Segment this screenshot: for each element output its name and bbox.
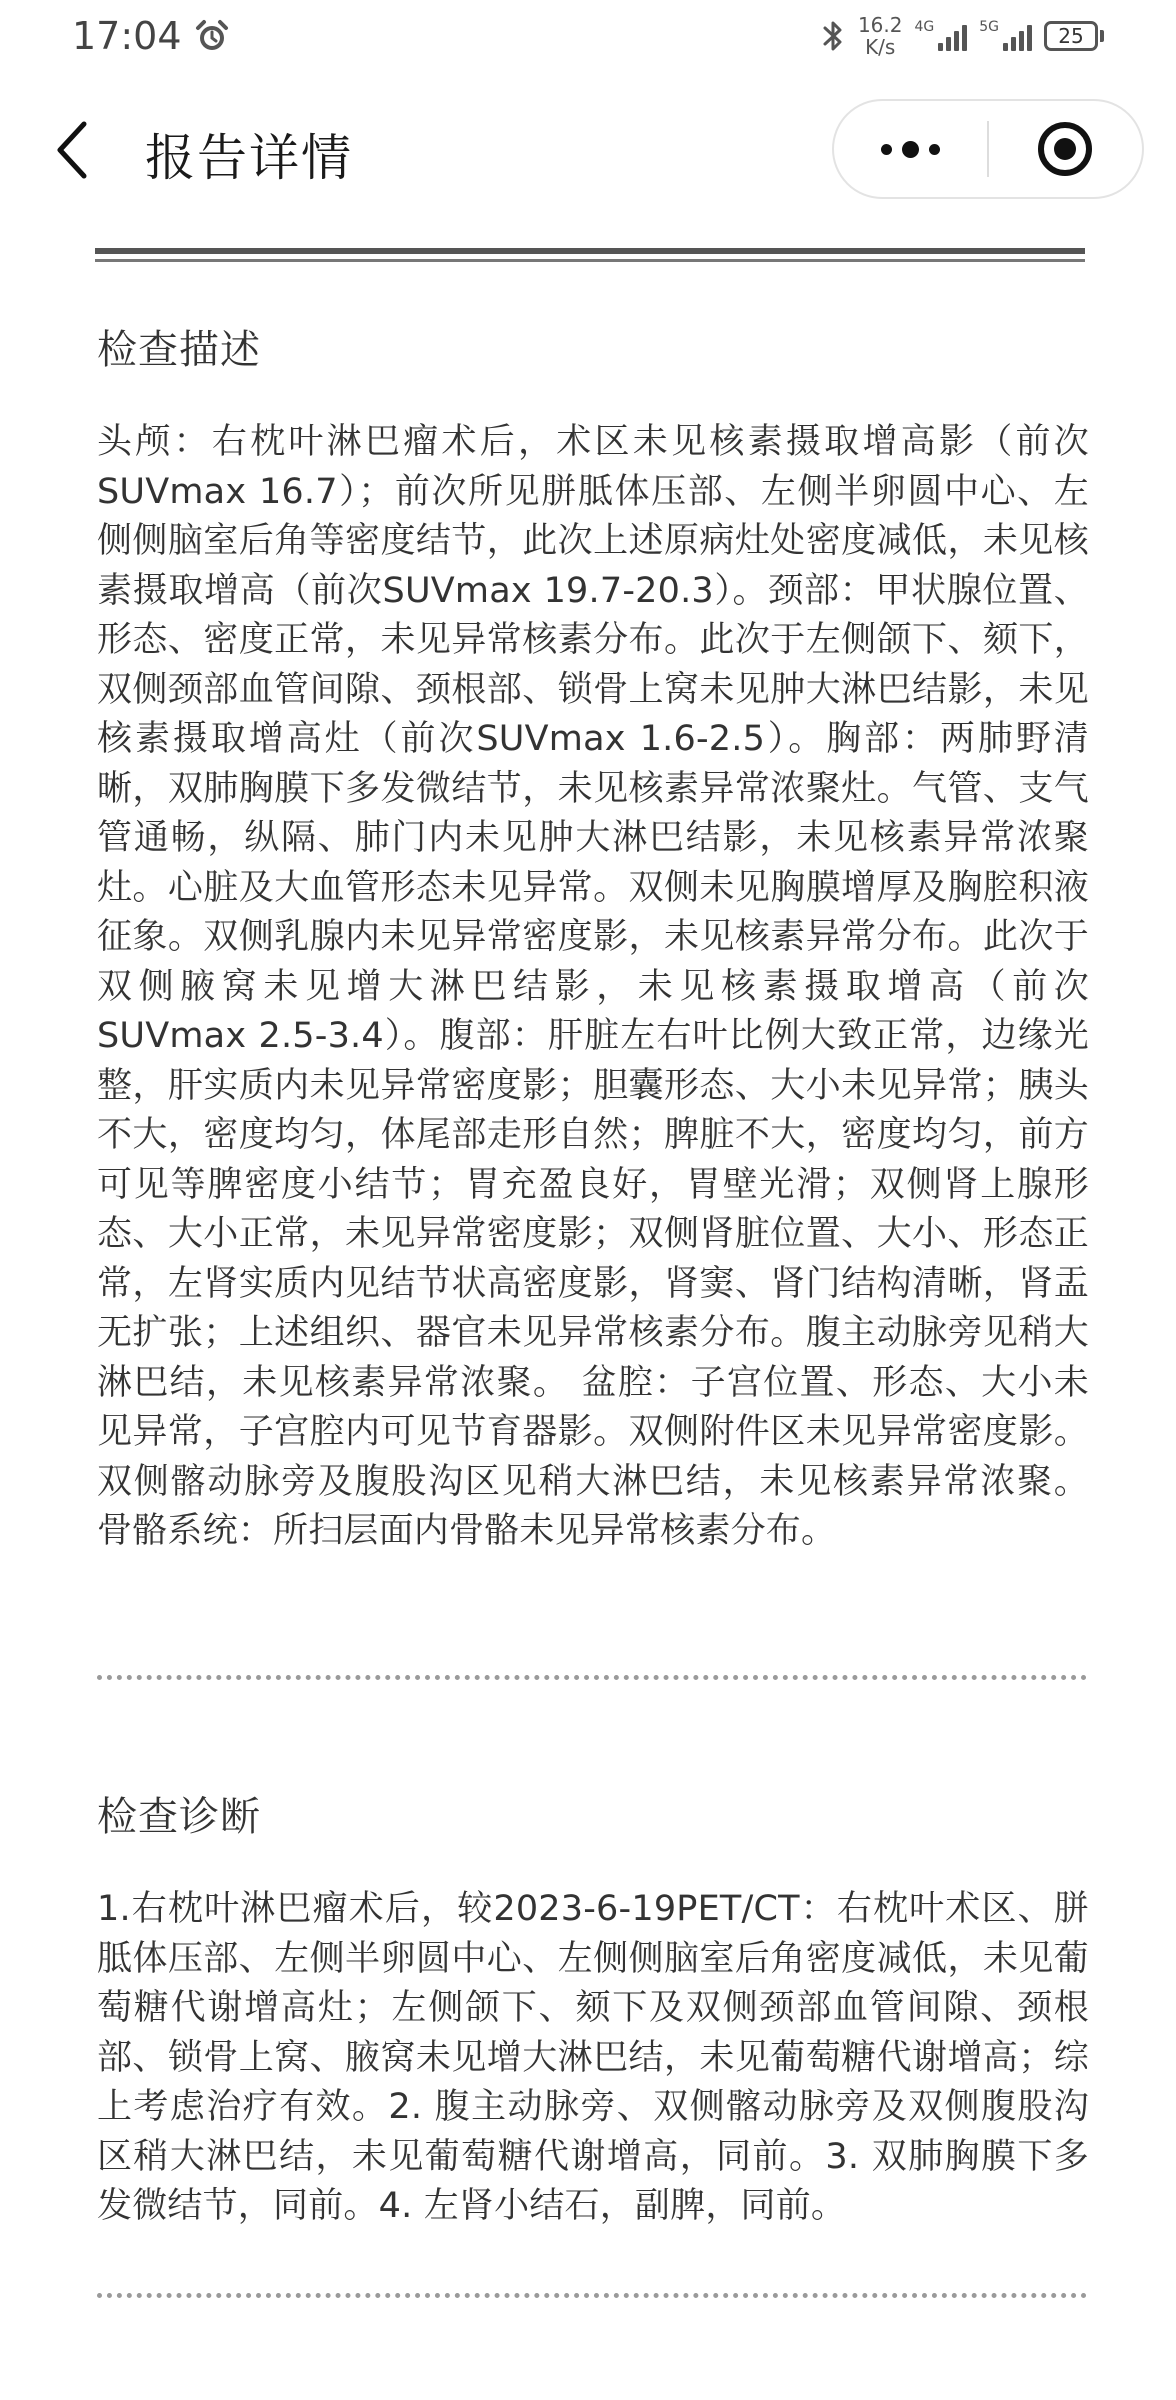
section-divider xyxy=(97,1675,1087,1680)
clock-time: 17:04 xyxy=(72,14,182,58)
signal-5g xyxy=(979,21,1032,51)
mini-program-capsule xyxy=(832,99,1144,199)
network-speed-unit: K/s xyxy=(865,35,896,59)
signal-4g xyxy=(914,21,967,51)
bluetooth-icon xyxy=(820,18,846,54)
nav-bar xyxy=(0,72,1176,232)
status-left xyxy=(72,14,230,58)
description-text: 头颅：右枕叶淋巴瘤术后，术区未见核素摄取增高影（前次SUVmax 16.7）；前次所见胼胝体压部、左侧半卵圆中心、左侧侧脑室后角等密度结节，此次上述原病灶处密度减低，未见核素摄取增高（前次SUVmax 19.7-20.3）。颈部：甲状腺位置、形态、密度正常，未见异常核素分布。此次于左侧颌下、颏下，双侧颈部血管间隙、颈根部、锁骨上窝未见肿大淋巴结影，未见核素摄取增高灶（前次SUVmax 1.6-2.5）。胸部：两肺野清晰，双肺胸膜下多发微结节，未见核素异常浓聚灶。气管、支气管通畅，纵隔、肺门内未见肿大淋巴结影，未见核素异常浓聚灶。心脏及大血管形态未见异常。双侧未见胸膜增厚及胸腔积液征象。双侧乳腺内未见异常密度影，未见核素异常分布。此次于双侧腋窝未见增大淋巴结影，未见核素摄取增高（前次SUVmax 2.5-3.4）。腹部：肝脏左右叶比例大致正常，边缘光整，肝实质内未见异常密度影；胆囊形态、大小未见异常；胰头不大，密度均匀，体尾部走形自然；脾脏不大，密度均匀，前方可见等脾密度小结节；胃充盈良好，胃壁光滑；双侧肾上腺形态、大小正常，未见异常密度影；双侧肾脏位置、大小、形态正常，左肾实质内见结节状高密度影，肾窦、肾门结构清晰，肾盂无扩张；上述组织、器官未见异常核素分布。腹主动脉旁见稍大淋巴结，未见核素异常浓聚。 盆腔：子宫位置、形态、大小未见异常，子宫腔内可见节育器影。双侧附件区未见异常密度影。双侧髂动脉旁及腹股沟区见稍大淋巴结，未见核素异常浓聚。 骨骼系统：所扫层面内骨骼未见异常核素分布。 xyxy=(97,422,1089,1551)
diagnosis-text: 1.右枕叶淋巴瘤术后，较2023-6-19PET/CT：右枕叶术区、胼胝体压部、左侧半卵圆中心、左侧侧脑室后角密度减低，未见葡萄糖代谢增高灶；左侧颌下、颏下及双侧颈部血管间隙、颈根部、锁骨上窝、腋窝未见增大淋巴结，未见葡萄糖代谢增高；综上考虑治疗有效。2. 腹主动脉旁、双侧髂动脉旁及双侧腹股沟区稍大淋巴结，未见葡萄糖代谢增高，同前。3. 双肺胸膜下多发微结节，同前。4. 左肾小结石，副脾，同前。 xyxy=(97,1889,1089,2226)
signal-bars-icon xyxy=(938,21,967,51)
alarm-icon xyxy=(194,18,230,54)
signal-4g-label: 4G xyxy=(914,19,935,35)
back-button[interactable] xyxy=(40,110,104,190)
network-speed xyxy=(858,14,903,58)
close-miniprogram-button[interactable] xyxy=(989,101,1142,197)
battery-level: 25 xyxy=(1044,21,1098,51)
bottom-divider xyxy=(97,2293,1087,2298)
status-right xyxy=(820,14,1104,58)
target-icon xyxy=(1035,119,1095,179)
top-divider xyxy=(95,248,1085,262)
battery-icon xyxy=(1044,21,1104,51)
status-bar xyxy=(0,0,1176,72)
description-title: 检查描述 xyxy=(97,327,261,373)
page-title: 报告详情 xyxy=(145,129,353,187)
network-speed-value: 16.2 xyxy=(857,13,903,37)
more-dots-icon xyxy=(881,144,892,155)
more-button[interactable] xyxy=(834,101,987,197)
chevron-left-icon xyxy=(52,118,92,182)
signal-5g-label: 5G xyxy=(979,19,999,35)
signal-bars-icon xyxy=(1003,21,1032,51)
diagnosis-title: 检查诊断 xyxy=(97,1794,261,1840)
